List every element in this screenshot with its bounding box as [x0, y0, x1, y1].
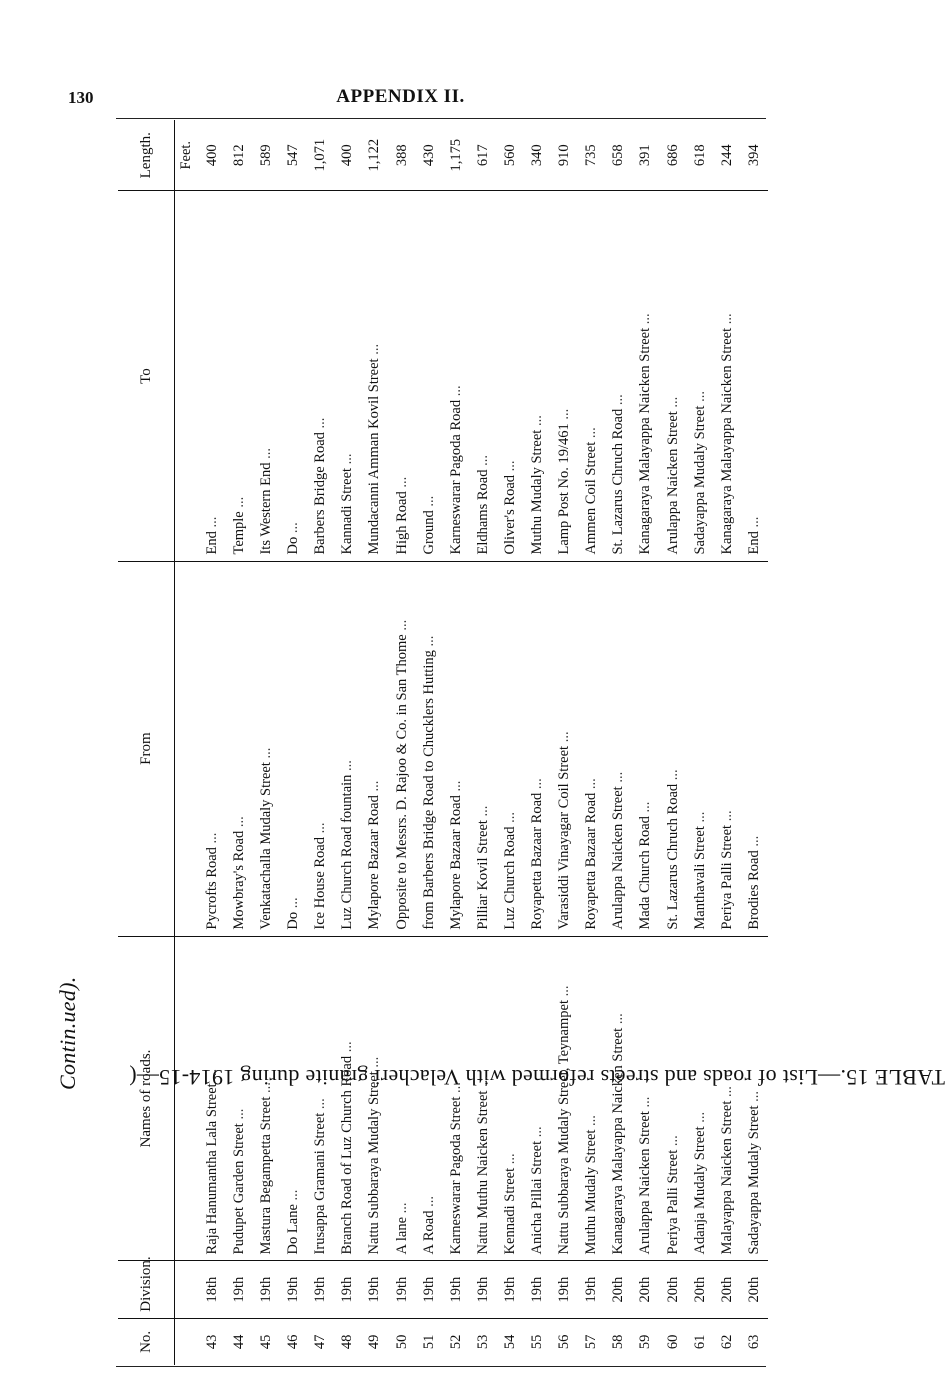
row-division: 19th — [361, 1261, 388, 1318]
row-name: A lane ... — [389, 936, 416, 1261]
row-to: Lamp Post No. 19/461 ... — [551, 191, 578, 561]
row-to: Its Western End ... — [253, 191, 280, 561]
row-from: Manthavali Street ... — [687, 561, 714, 936]
row-division: 19th — [226, 1261, 253, 1318]
header-to: To — [118, 191, 175, 561]
row-to: End ... — [741, 191, 768, 561]
row-no: 48 — [334, 1318, 361, 1365]
table-row — [524, 120, 551, 1365]
row-no: 59 — [632, 1318, 659, 1365]
row-division: 20th — [632, 1261, 659, 1318]
row-to: Muthu Mudaly Street ... — [524, 191, 551, 561]
row-to: Karneswarar Pagoda Road ... — [443, 191, 470, 561]
row-division: 20th — [687, 1261, 714, 1318]
row-name: Sadayappa Mudaly Street ... — [741, 936, 768, 1261]
row-length: 658 — [610, 144, 627, 167]
row-name: A Road ... — [416, 936, 443, 1261]
row-to: Arulappa Naicken Street ... — [659, 191, 686, 561]
row-length: 388 — [393, 144, 410, 167]
row-from: Mowbray's Road ... — [226, 561, 253, 936]
row-from: Varasiddi Vinayagar Coil Street ... — [551, 561, 578, 936]
row-name: Irusappa Gramani Street ... — [307, 936, 334, 1261]
row-division: 19th — [443, 1261, 470, 1318]
caption-text: TABLE 15.—List of roads and streets reformed with Velacheri granite during 1914-15—( — [128, 1065, 945, 1090]
row-name: Adanja Mudaly Street ... — [687, 936, 714, 1261]
table-row — [687, 120, 714, 1365]
row-length: 1,122 — [366, 138, 383, 172]
row-no: 63 — [741, 1318, 768, 1365]
row-to: Mundacanni Amman Kovil Street ... — [361, 191, 388, 561]
row-from: Mada Church Road ... — [632, 561, 659, 936]
row-division: 19th — [524, 1261, 551, 1318]
row-length: 735 — [583, 144, 600, 167]
row-length: 1,071 — [312, 138, 329, 172]
row-no: 62 — [714, 1318, 741, 1365]
row-no: 43 — [199, 1318, 226, 1365]
row-no: 50 — [389, 1318, 416, 1365]
header-row — [118, 120, 175, 1365]
row-division: 19th — [253, 1261, 280, 1318]
table-row — [199, 120, 226, 1365]
row-division: 19th — [497, 1261, 524, 1318]
row-from: Do ... — [280, 561, 307, 936]
row-length: 589 — [258, 144, 275, 167]
row-to: Temple ... — [226, 191, 253, 561]
row-division: 19th — [389, 1261, 416, 1318]
row-division: 19th — [470, 1261, 497, 1318]
table-row — [659, 120, 686, 1365]
row-length: 910 — [556, 144, 573, 167]
row-division: 20th — [741, 1261, 768, 1318]
unit-row — [175, 120, 199, 1365]
row-length: 812 — [231, 144, 248, 167]
row-division: 19th — [416, 1261, 443, 1318]
row-name: Muthu Mudaly Street ... — [578, 936, 605, 1261]
row-length: 430 — [420, 144, 437, 167]
row-to: High Road ... — [389, 191, 416, 561]
row-division: 20th — [605, 1261, 632, 1318]
rotated-table — [118, 120, 768, 1365]
row-to: End ... — [199, 191, 226, 561]
row-from: from Barbers Bridge Road to Chucklers Hutting ... — [416, 561, 443, 936]
row-no: 51 — [416, 1318, 443, 1365]
row-from: Arulappa Naicken Street ... — [605, 561, 632, 936]
row-name: Periya Palli Street ... — [659, 936, 686, 1261]
row-name: Kanagaraya Malayappa Naicken Street ... — [605, 936, 632, 1261]
row-name: Arulappa Naicken Street ... — [632, 936, 659, 1261]
row-division: 19th — [334, 1261, 361, 1318]
row-from: Luz Church Road ... — [497, 561, 524, 936]
page-number: 130 — [68, 88, 94, 107]
row-division: 19th — [551, 1261, 578, 1318]
row-to: St. Lazarus Chruch Road ... — [605, 191, 632, 561]
row-division: 18th — [199, 1261, 226, 1318]
row-no: 47 — [307, 1318, 334, 1365]
row-division: 19th — [578, 1261, 605, 1318]
row-to: Kanagaraya Malayappa Naicken Street ... — [632, 191, 659, 561]
table-row — [470, 120, 497, 1365]
table-row — [497, 120, 524, 1365]
row-no: 54 — [497, 1318, 524, 1365]
row-no: 61 — [687, 1318, 714, 1365]
row-no: 55 — [524, 1318, 551, 1365]
row-length: 686 — [664, 144, 681, 167]
table-row — [605, 120, 632, 1365]
length-unit: Feet. — [178, 140, 195, 170]
row-name: Nattu Muthu Naicken Street ... — [470, 936, 497, 1261]
row-from: Royapetta Bazaar Road ... — [578, 561, 605, 936]
row-to: Do ... — [280, 191, 307, 561]
row-name: Nattu Subbaraya Mudaly Street, Teynampet ... — [551, 936, 578, 1261]
row-division: 19th — [280, 1261, 307, 1318]
row-to: Barbers Bridge Road ... — [307, 191, 334, 561]
row-from: Pilliar Kovil Street ... — [470, 561, 497, 936]
row-to: Oliver's Road ... — [497, 191, 524, 561]
row-division: 19th — [307, 1261, 334, 1318]
table-row — [226, 120, 253, 1365]
row-from: Luz Church Road fountain ... — [334, 561, 361, 936]
row-from: St. Lazarus Chruch Road ... — [659, 561, 686, 936]
header-from: From — [118, 561, 175, 936]
table-row — [253, 120, 280, 1365]
row-name: Do Lane ... — [280, 936, 307, 1261]
table-row — [632, 120, 659, 1365]
header-no: No. — [118, 1318, 175, 1365]
row-to: Kanagaraya Malayappa Naicken Street ... — [714, 191, 741, 561]
row-name: Raja Hanumantha Lala Street ... — [199, 936, 226, 1261]
table-row — [280, 120, 307, 1365]
row-no: 46 — [280, 1318, 307, 1365]
header-names: Names of roads. — [118, 936, 175, 1261]
row-to: Kannadi Street ... — [334, 191, 361, 561]
row-no: 60 — [659, 1318, 686, 1365]
row-length: 547 — [285, 144, 302, 167]
table-row — [361, 120, 388, 1365]
table-row — [416, 120, 443, 1365]
row-no: 49 — [361, 1318, 388, 1365]
row-from: Opposite to Messrs. D. Rajoo & Co. in San Thome ... — [389, 561, 416, 936]
table-container — [118, 120, 768, 1365]
row-length: 617 — [474, 144, 491, 167]
row-name: Branch Road of Luz Church Road ... — [334, 936, 361, 1261]
row-length: 391 — [637, 144, 654, 167]
row-name: Nattu Subbaraya Mudaly Street ... — [361, 936, 388, 1261]
row-name: Karneswarar Pagoda Street ... — [443, 936, 470, 1261]
row-to: Ground ... — [416, 191, 443, 561]
row-length: 1,175 — [447, 138, 464, 172]
table-body — [175, 120, 769, 1365]
row-name: Malayappa Naicken Street ... — [714, 936, 741, 1261]
table-row — [443, 120, 470, 1365]
row-name: Pudupet Garden Street ... — [226, 936, 253, 1261]
row-from: Mylapore Bazaar Road ... — [361, 561, 388, 936]
row-from: Brodies Road ... — [741, 561, 768, 936]
row-name: Mastura Begampetta Street ... — [253, 936, 280, 1261]
row-to: Sadayappa Mudaly Street ... — [687, 191, 714, 561]
row-from: Royapetta Bazaar Road ... — [524, 561, 551, 936]
row-name: Anicha Pillai Street ... — [524, 936, 551, 1261]
row-length: 560 — [501, 144, 518, 167]
table-row — [551, 120, 578, 1365]
row-name: Kennadi Street ... — [497, 936, 524, 1261]
table-row — [389, 120, 416, 1365]
header-length: Length. — [118, 120, 175, 191]
row-length: 400 — [203, 144, 220, 167]
row-division: 20th — [714, 1261, 741, 1318]
row-no: 58 — [605, 1318, 632, 1365]
roads-table — [118, 120, 768, 1365]
row-length: 244 — [718, 144, 735, 167]
row-no: 44 — [226, 1318, 253, 1365]
table-row — [578, 120, 605, 1365]
row-to: Eldhams Road ... — [470, 191, 497, 561]
row-length: 340 — [529, 144, 546, 167]
row-no: 45 — [253, 1318, 280, 1365]
header-division: Division. — [118, 1261, 175, 1318]
row-from: Venkatachalla Mudaly Street ... — [253, 561, 280, 936]
row-no: 52 — [443, 1318, 470, 1365]
table-row — [741, 120, 768, 1365]
row-length: 400 — [339, 144, 356, 167]
row-from: Ice House Road ... — [307, 561, 334, 936]
table-row — [714, 120, 741, 1365]
row-no: 57 — [578, 1318, 605, 1365]
table-row — [307, 120, 334, 1365]
table-row — [334, 120, 361, 1365]
row-no: 56 — [551, 1318, 578, 1365]
row-division: 20th — [659, 1261, 686, 1318]
row-from: Mylapore Bazaar Road ... — [443, 561, 470, 936]
caption-italic: Contin.ued). — [55, 976, 80, 1090]
row-from: Periya Palli Street ... — [714, 561, 741, 936]
row-length: 394 — [745, 144, 762, 167]
row-to: Ammen Coil Street ... — [578, 191, 605, 561]
running-head: APPENDIX II. — [336, 86, 465, 107]
row-from: Pycrofts Road ... — [199, 561, 226, 936]
row-length: 618 — [691, 144, 708, 167]
row-no: 53 — [470, 1318, 497, 1365]
